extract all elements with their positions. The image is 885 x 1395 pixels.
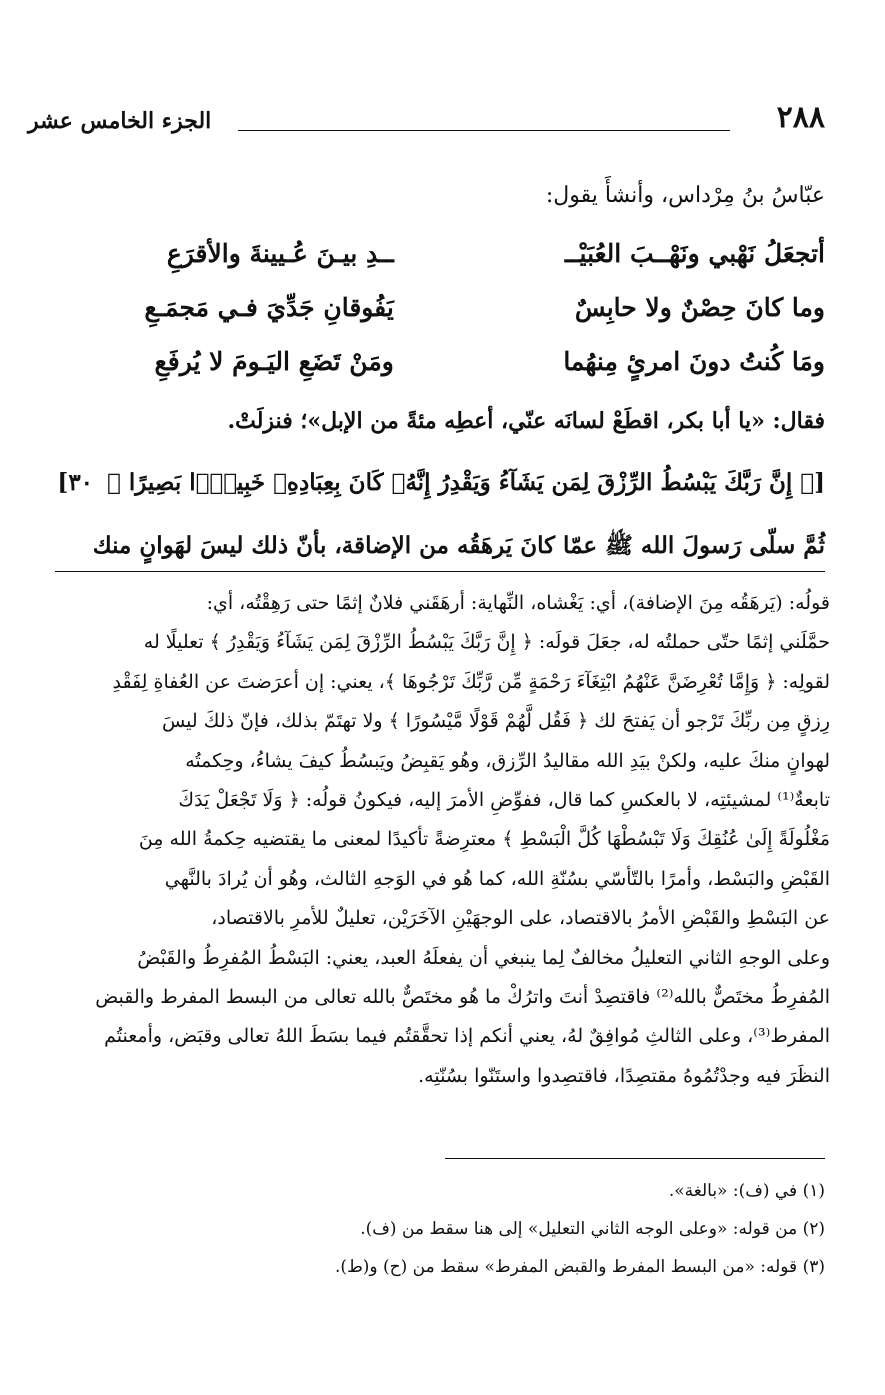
quran-verse-line [55, 450, 825, 516]
poem-verse [55, 280, 825, 334]
running-title: الجزء الخامس عشر [28, 108, 212, 134]
verse-second-hemistich: يَفُوقانِ جَدِّيَ فـي مَجمَـعِ [144, 292, 394, 322]
commentary-divider [55, 571, 825, 572]
commentary-line: حمَّلَني إثمًا حتّى حملتُه له، جعَلَ قولَه: ﴿ إِنَّ رَبَّكَ يَبْسُطُ الرِّزْقَ لِمَن يَشَآءُ وَيَقْدِرُ ﴾ تعليلًا له [143, 631, 830, 654]
ayah-number: ٣٠] [57, 469, 94, 496]
commentary-line: مَغْلُولَةً إِلَىٰ عُنُقِكَ وَلَا تَبْسُطْهَا كُلَّ الْبَسْطِ ﴾ معترِضةً تأكيدًا لمعنى ما يقتضيه حِكمةُ الله مِنَ [138, 828, 830, 851]
main-last-line: ثُمَّ سلّى رَسولَ الله ﷺ عمّا كانَ يَرهَقُه من الإضاقة، بأنّ ذلك ليسَ لهَوانٍ منك [92, 532, 825, 559]
commentary [45, 584, 830, 1096]
poem-verse [55, 226, 825, 280]
header-rule [238, 130, 730, 131]
commentary-line: المفرط⁽³⁾، وعلى الثالثِ مُوافِقٌ لهُ، يعني أنكم إذا تحقَّقتُم فيما بسَطَ اللهُ تعالى وقبَض، وأمعنتُم [104, 1025, 830, 1048]
commentary-line: لقولِه: ﴿ وَإِمَّا تُعْرِضَنَّ عَنْهُمُ ابْتِغَآءَ رَحْمَةٍ مِّن رَّبِّكَ تَرْجُوهَا ﴾، يعني: إن أعرَضتَ عن العُفاةِ لِفَقْدِ [112, 670, 830, 693]
footnote: (٢) من قوله: «وعلى الوجه الثاني التعليل» إلى هنا سقط من (ف). [360, 1219, 825, 1239]
commentary-line: القَبْضِ والبَسْط، وأمرًا بالتّأسّي بسُنّةِ الله، كما هُو في الوَجهِ الثالث، وهُو أن يُرادَ بالنَّهي [164, 867, 830, 890]
verse-first-hemistich: أتجعَلُ نَهْبي ونَهْــبَ العُبَيْــ [564, 238, 825, 268]
poem-verse [55, 334, 825, 388]
commentary-line: عن البَسْطِ والقَبْضِ الأمرُ بالاقتصاد، على الوجهَيْنِ الآخَرَيْن، تعليلٌ للأمرِ بالاقتصاد، [211, 907, 830, 930]
verse-first-hemistich: ومَا كُنتُ دونَ امرئٍ مِنهُما [563, 346, 825, 376]
footnote-rule [445, 1158, 825, 1159]
footnote: (١) في (ف): «بالغة». [668, 1181, 825, 1201]
footnotes [60, 1172, 825, 1286]
verse-first-hemistich: وما كانَ حِصْنٌ ولا حابِسٌ [574, 292, 825, 322]
commentary-line: رِزقٍ مِن ربِّكَ تَرْجو أن يَفتحَ لك ﴿ فَقُل لَّهُمْ قَوْلًا مَّيْسُورًا ﴾ ولا تهتَمّ بذلك، فإنّ ذلكَ ليسَ [161, 710, 830, 733]
poem [55, 226, 825, 388]
commentary-line: لهوانٍ منكَ عليه، ولكنْ بيَدِ الله مقاليدُ الرِّزق، وهُو يَقبِضُ ويَبسُطُ كيفَ يشاءُ، وحِكمتُه [185, 749, 830, 772]
commentary-line: تابعةٌ⁽¹⁾ لمشيئتِه، لا بالعكسِ كما قال، ففوِّضِ الأمرَ إليه، فيكونُ قولُه: ﴿ وَلَا تَجْعَلْ يَدَكَ [178, 788, 830, 811]
intro-line: عبّاسُ بنُ مِرْداس، وأنشأَ يقول: [545, 183, 825, 208]
commentary-line: المُفرِطُ مختَصٌّ بالله⁽²⁾ فاقتصِدْ أنتَ واترُكْ ما هُو مختَصٌّ بالله تعالى من البسط المفرط والقبض [95, 985, 830, 1008]
main-text [55, 168, 825, 576]
verse-second-hemistich: ومَنْ تَضَعِ اليَـومَ لا يُرفَعِ [154, 346, 394, 376]
commentary-line: قولُه: (يَرهَقُه مِنَ الإضافة)، أي: يَغْشاه، النِّهاية: أرهَقَني فلانٌ إثمًا حتى رَهِقْتُه، أي: [206, 592, 830, 614]
commentary-line: النظَرَ فيه وجدْتُمُوهُ مقتصِدًا، فاقتصِدوا واستَنّوا بسُنّتِه. [418, 1064, 830, 1087]
commentary-line: وعلى الوجهِ الثاني التعليلُ مخالفٌ لِما ينبغي أن يفعلَهُ العبد، يعني: البَسْطُ المُفرِطُ والقَبْضُ [137, 946, 830, 969]
quran-verse: [﴿ إِنَّ رَبَّكَ يَبْسُطُ الرِّزْقَ لِمَن يَشَآءُ وَيَقْدِرُ إِنَّهُۥ كَانَ بِعِبَادِهِۦ خَبِيرًۢا بَصِيرًا ﴾ [107, 469, 825, 496]
running-header [28, 100, 825, 140]
page-number: ٢٨٨ [776, 100, 825, 135]
footnote: (٣) قوله: «من البسط المفرط والقبض المفرط» سقط من (ح) و(ط). [335, 1257, 825, 1277]
verse-second-hemistich: ــدِ بيـنَ عُـيينةَ والأقرَعِ [166, 238, 394, 268]
speech-line: فقال: «يا أبا بكر، اقطَعْ لسانَه عنّي، أعطِه مئةً من الإبل»؛ فنزلَتْ. [227, 408, 825, 434]
